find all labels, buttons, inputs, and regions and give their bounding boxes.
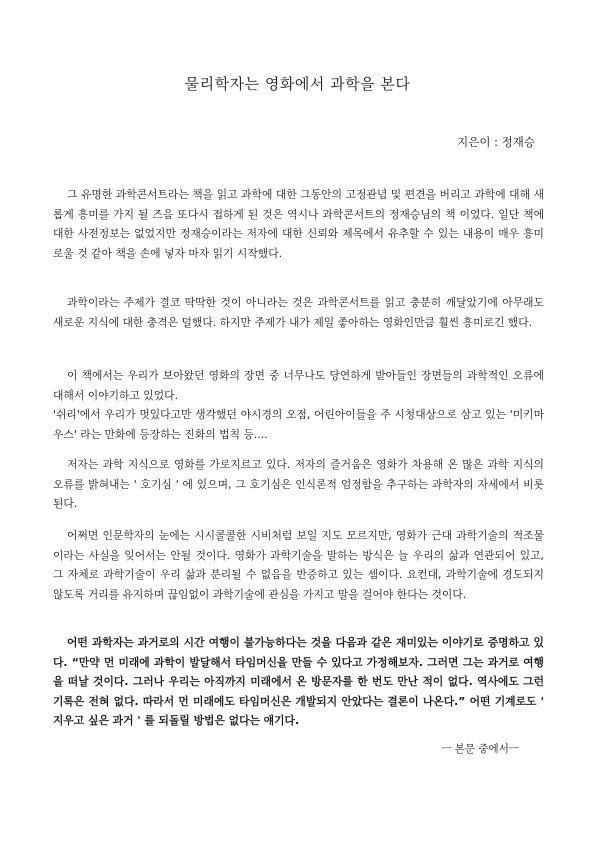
paragraph-5: 어쩌면 인문학자의 눈에는 시시콜콜한 시비처럼 보일 지도 모르지만, 영화가 근대 과학기술의 적조물이라는 사실을 잊어서는 안될 것이다. 영화가 과학기술을 말하는 방식은 늘 우리의 삶과 연관되어 있고, 그 자체로 과학기술이 우리 삶과 분리될 수 없음을 반증하고 있는 셈이다. 요컨대, 과학기술에 경도되지 않도록 거리를 유지하며 끊임없이 과학기술에 관심을 가지고 말을 걸어야 한다는 것이다. — [53, 529, 544, 601]
author-line: 지은이 : 정재승 — [457, 135, 535, 149]
page-title: 물리학자는 영화에서 과학을 본다 — [184, 75, 411, 93]
paragraph-4: 저자는 과학 지식으로 영화를 가로지르고 있다. 저자의 즐거움은 영화가 차용해 온 많은 과학 지식의 오류를 밝혀내는 ' 호기심 ' 에 있으며, 그 호기심은 인식론적 엄정함을 추구하는 과학자의 자세에서 비롯된다. — [53, 458, 544, 511]
quote-paragraph: 어떤 과학자는 과거로의 시간 여행이 불가능하다는 것을 다음과 같은 재미있는 이야기로 증명하고 있다. “만약 먼 미래에 과학이 발달해서 타임머신을 만들 수 있다고 가정해보자. 그러면 그는 과거로 여행을 떠날 것이다. 그러나 우리는 아직까지 미래에서 온 방문자를 한 번도 만난 적이 없다. 역사에도 그런 기록은 전혀 없다. 따라서 먼 미래에도 타임머신은 개발되지 안았다는 결론이 나온다.” 어떤 기계로도 ' 지우고 싶은 과거 ' 를 되돌릴 방법은 없다는 얘기다. — [53, 636, 544, 728]
paragraph-3: 이 책에서는 우리가 보아왔던 영화의 장면 중 너무나도 당연하게 받아들인 장면들의 과학적인 오류에 대해서 이야기하고 있었다. '쉬리'에서 우리가 멋있다고만 생각했던 야시경의 오점, 어린아이들을 주 시청대상으로 삼고 있는 '미키마우스' 라는 만화에 등장하는 진화의 법칙 등.... — [53, 369, 544, 441]
paragraph-1: 그 유명한 과학콘서트라는 책을 읽고 과학에 대한 그동안의 고정관념 및 편견을 버리고 과학에 대해 새롭게 흥미를 가지 될 즈음 또다시 접하게 된 것은 역시나 과학콘서트의 정재승님의 책 이었다. 일단 책에 대한 사전정보는 없었지만 정재승이라는 저자에 대한 신뢰와 제목에서 유추할 수 있는 내용이 매우 흥미로울 것 같아 책을 손에 넣자 마자 읽기 시작했다. — [53, 188, 544, 260]
paragraph-2: 과학이라는 주제가 결코 딱딱한 것이 아니라는 것은 과학콘서트를 읽고 충분히 깨달았기에 아무래도 새로운 지식에 대한 충격은 덜했다. 하지만 주제가 내가 제일 좋아하는 영화인만큼 훨씬 흥미로긴 했다. — [53, 296, 544, 329]
source-note: ㅡ 본문 중에서ㅡ — [441, 743, 519, 755]
